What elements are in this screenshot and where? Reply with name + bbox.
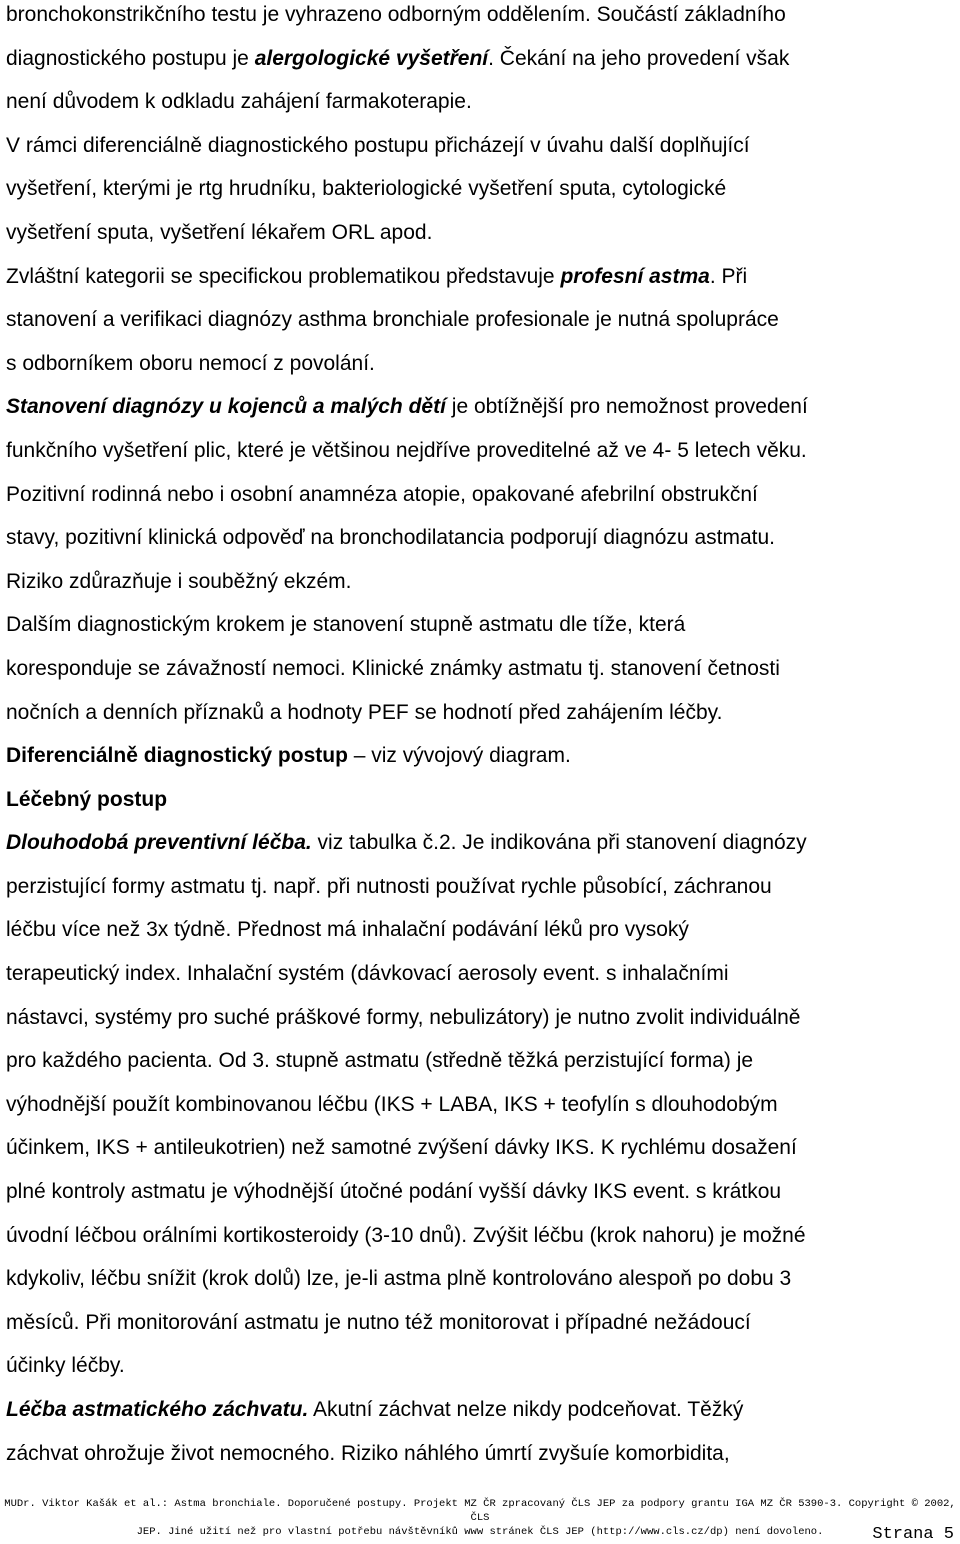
text-segment: není důvodem k odkladu zahájení farmakoterapie. [6,90,472,114]
emphasis-text [6,395,446,418]
text-segment: Akutní záchvat nelze nikdy podceňovat. Těžký [308,1398,744,1421]
body-text [6,0,960,1475]
text-segment: viz tabulka č.2. Je indikována při stanovení diagnózy [311,831,807,855]
text-line [6,124,960,168]
text-line [6,952,960,996]
text-line [6,865,960,909]
footer-line-1: MUDr. Viktor Kašák et al.: Astma bronchiale. Doporučené postupy. Projekt MZ ČR zpracovaný ČLS JEP za podpory grantu IGA MZ ČR 5390-3. Copyright © 2002, ČLS [4,1498,956,1524]
text-segment: nočních a denních příznaků a hodnoty PEF se hodnotí před zahájením léčby. [6,700,723,724]
emphasis-text [255,47,488,70]
text-line [6,37,960,81]
text-line [6,560,960,604]
text-segment: koresponduje se závažností nemoci. Klinické známky astmatu tj. stanovení četnosti [6,656,780,680]
text-line [6,473,960,517]
text-segment: nástavci, systémy pro suché práškové formy, nebulizátory) je nutno zvolit individuálně [6,1005,801,1029]
text-line [6,1214,960,1258]
text-segment: . Při [709,264,748,288]
text-line [6,0,960,37]
text-segment: účinkem, IKS + antileukotrien) než samotné zvýšení dávky IKS. K rychlému dosažení [6,1136,797,1160]
text-segment: záchvat ohrožuje život nemocného. Riziko náhlého úmrtí zvyšuíe komorbidita, [6,1441,730,1465]
text-segment: Zvláštní kategorii se specifickou problematikou představuje [6,264,561,288]
text-line [6,167,960,211]
page-number: Strana 5 [872,1525,954,1544]
text-line [6,1170,960,1214]
text-line [6,385,960,429]
text-segment: perzistující formy astmatu tj. např. při nutnosti používat rychle působící, záchranou [6,874,772,898]
text-line [6,255,960,299]
emphasis-text: Dlouhodobá preventivní léčba. [6,831,312,855]
text-segment: V rámci diferenciálně diagnostického postupu přicházejí v úvahu další doplňující [6,133,750,157]
text-line [6,1301,960,1345]
emphasis-text: Diferenciálně diagnostický postup [6,744,348,768]
text-segment: vyšetření, kterými je rtg hrudníku, bakteriologické vyšetření sputa, cytologické [6,177,727,201]
emphasis-text: profesní astma [560,264,710,288]
text-segment: bronchokonstrikčního testu je vyhrazeno odborným oddělením. Součástí základního [6,3,786,26]
text-line [6,647,960,691]
text-line [6,1432,960,1476]
text-segment: Dalším diagnostickým krokem je stanovení stupně astmatu dle tíže, která [6,613,686,637]
text-segment: Pozitivní rodinná nebo i osobní anamnéza atopie, opakované afebrilní obstrukční [6,482,758,506]
emphasis-text: Léčba astmatického záchvatu. [6,1398,309,1421]
text-line [6,298,960,342]
text-segment: stanovení a verifikaci diagnózy asthma bronchiale profesionale je nutná spolupráce [6,308,779,332]
text-segment: diagnostického postupu je [6,46,255,70]
text-segment: s odborníkem oboru nemocí z povolání. [6,351,375,375]
footer-line-2: JEP. Jiné užití než pro vlastní potřebu návštěvníků www stránek ČLS JEP (http://www.cls.cz/dp) není dovoleno. [136,1526,824,1538]
emphasis-text: Stanovení diagnózy u kojenců a malých dětí [6,395,446,419]
text-line [6,778,960,822]
text-segment: účinky léčby. [6,1354,125,1378]
emphasis-text: Léčebný postup [6,787,168,811]
text-line [6,211,960,255]
text-line [6,1039,960,1083]
text-segment: výhodnější použít kombinovanou léčbu (IKS + LABA, IKS + teofylín s dlouhodobým [6,1092,778,1116]
text-line [6,691,960,735]
text-segment: pro každého pacienta. Od 3. stupně astmatu (středně těžká perzistující forma) je [6,1049,754,1073]
text-segment: vyšetření sputa, vyšetření lékařem ORL apod. [6,220,433,244]
text-line [6,1344,960,1388]
text-segment: je obtížnější pro nemožnost provedení [445,395,808,419]
text-segment: kdykoliv, léčbu snížit (krok dolů) lze, je-li astma plně kontrolováno alespoň po dobu 3 [6,1267,792,1291]
text-line [6,908,960,952]
text-segment: – viz vývojový diagram. [347,744,571,768]
text-line [6,1257,960,1301]
text-segment: stavy, pozitivní klinická odpověď na bronchodilatancia podporují diagnózu astmatu. [6,526,775,550]
text-segment: plné kontroly astmatu je výhodnější útočné podání vyšší dávky IKS event. s krátkou [6,1180,782,1204]
text-line [6,996,960,1040]
text-segment: Riziko zdůrazňuje i souběžný ekzém. [6,569,352,593]
text-line [6,1083,960,1127]
text-line [6,342,960,386]
text-segment: funkčního vyšetření plic, které je většinou nejdříve proveditelné až ve 4- 5 letech věku. [6,438,807,462]
text-line [6,603,960,647]
text-line [6,821,960,865]
text-segment: léčbu více než 3x týdně. Přednost má inhalační podávání léků pro vysoký [6,918,689,942]
text-line [6,1126,960,1170]
text-line [6,734,960,778]
footer [0,1497,960,1539]
text-line [6,1388,960,1432]
emphasis-text [560,265,709,288]
text-segment: . Čekání na jeho provedení však [488,46,790,70]
text-segment: terapeutický index. Inhalační systém (dávkovací aerosoly event. s inhalačními [6,962,729,986]
text-line [6,80,960,124]
text-segment: měsíců. Při monitorování astmatu je nutno též monitorovat i případné nežádoucí [6,1310,751,1334]
text-line [6,516,960,560]
text-line [6,429,960,473]
text-segment: úvodní léčbou orálními kortikosteroidy (3-10 dnů). Zvýšit léčbu (krok nahoru) je možné [6,1223,806,1247]
emphasis-text [6,1398,308,1421]
emphasis-text [6,831,312,854]
emphasis-text: alergologické vyšetření [254,46,489,70]
